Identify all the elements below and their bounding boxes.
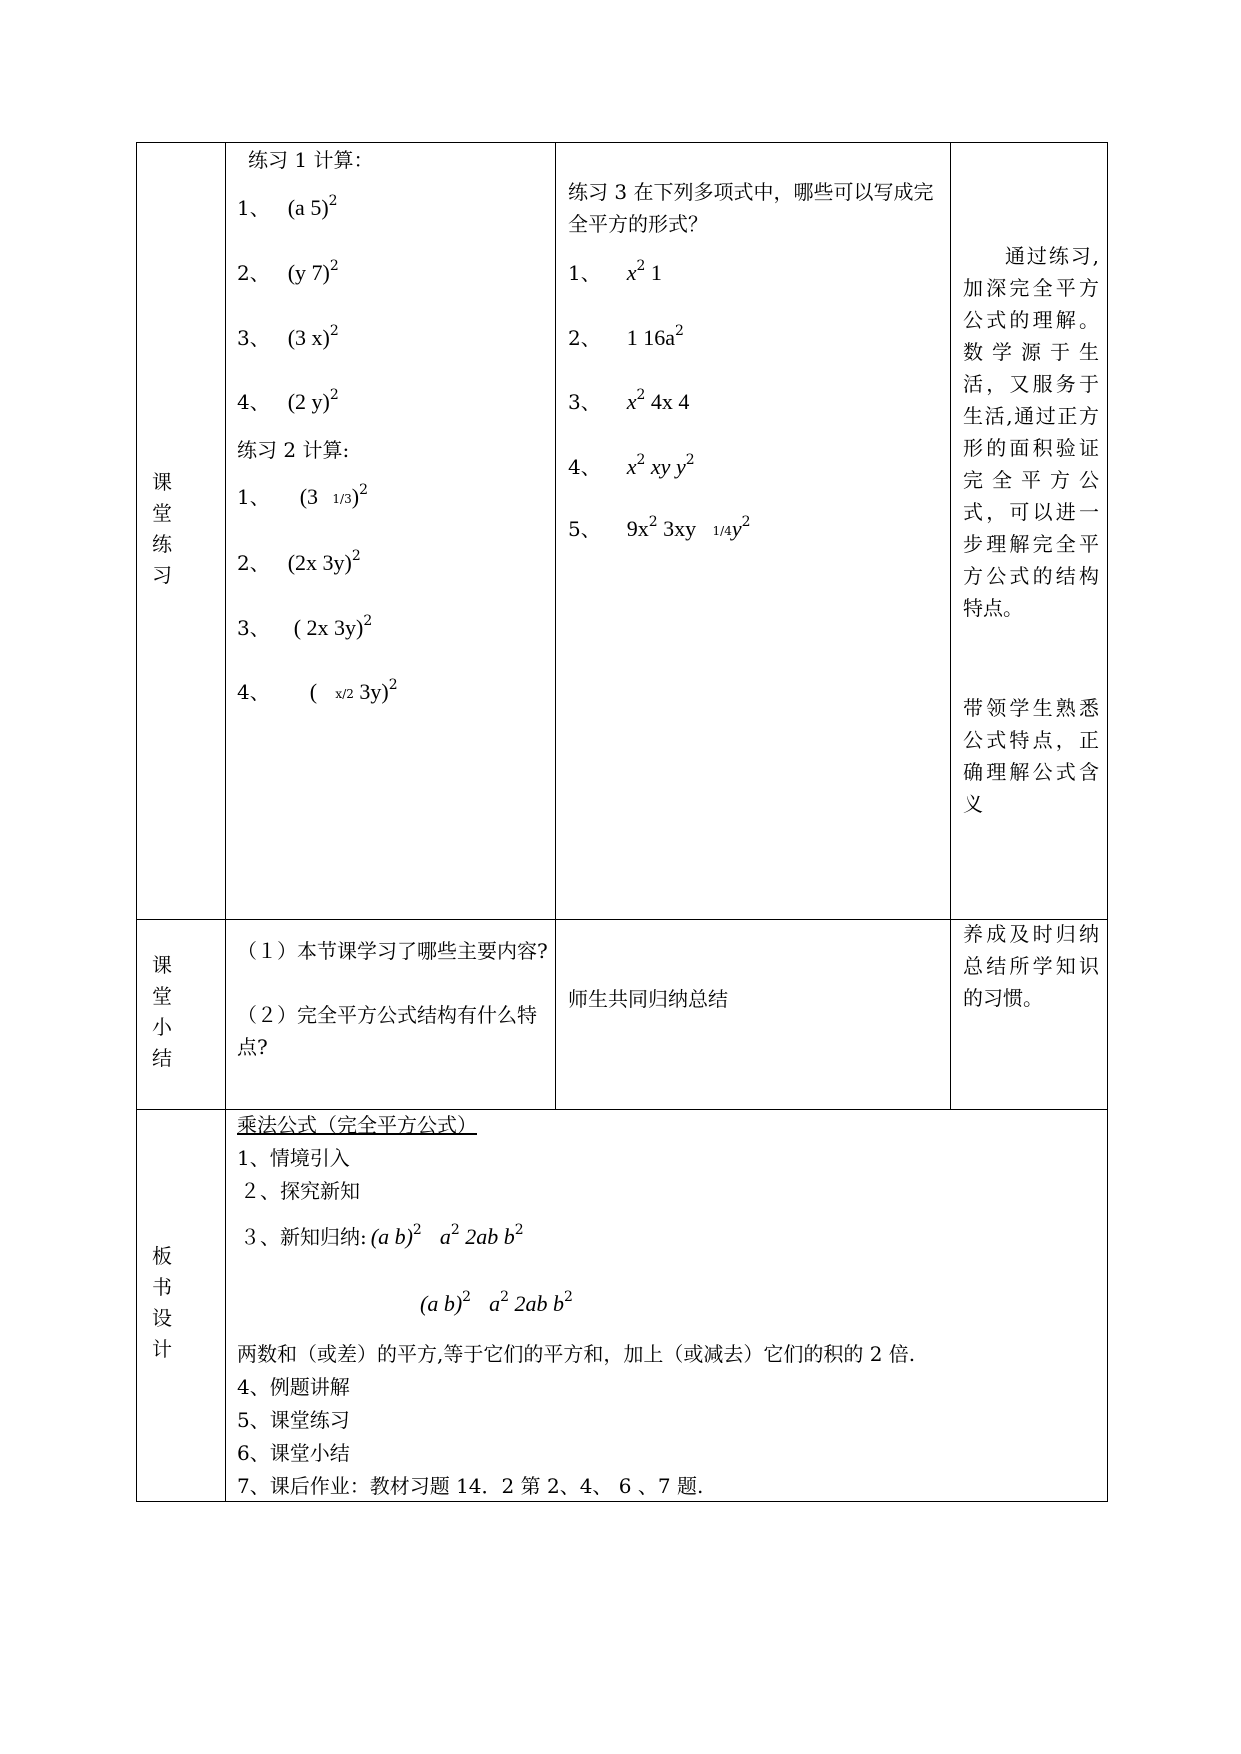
exercise-3-item-5: 5、 $9x^2$ 3xy $1/4y^2$ [568,514,751,541]
practice-intent-text-2: 带领学生熟悉公式特点，正确理解公式含义 [963,696,1099,816]
exercise-2-item-4: 4、 ( x/2 3y)$^2$ [237,677,398,704]
exercise-2-item-2: 2、 (2x 3y)$^2$ [237,548,361,575]
exercise-1-item-4: 4、 (2 y)$^2$ [237,387,339,414]
table-border-bottom [136,1501,1108,1502]
board-item-6: 6、课堂小结 [237,1441,350,1465]
summary-intent: 养成及时归纳总结所学知识的习惯。 [963,922,1099,1010]
board-item-4: 4、例题讲解 [237,1375,350,1399]
table-row-divider-2 [136,1109,1108,1110]
exercise-2-item-1: 1、 (3 1/3)$^2$ [237,482,368,509]
exercise-1-title: 练习 1 计算： [248,148,374,172]
section-label-summary: 课 堂 小 结 [152,953,172,1070]
summary-activity: 师生共同归纳总结 [568,987,728,1011]
exercise-3-item-2: 2、 1 $16a^2$ [568,323,684,350]
table-col-divider-1 [225,142,226,1502]
exercise-3-title: 练习 3 在下列多项式中，哪些可以写成完全平方的形式？ [568,180,934,236]
section-label-practice: 课 堂 练 习 [152,470,172,587]
table-col-divider-2 [555,142,556,1110]
table-col-divider-3 [950,142,951,1110]
table-border-right [1107,142,1108,1502]
practice-intent-text: 通过练习,加深完全平方公式的理解。 数学源于生活，又服务于生活,通过正方形的面积验证完全平方公式，可以进一步理解完全平方公式的结构特点。 [963,244,1099,620]
board-item-7: 7、课后作业：教材习题 14．2 第 2、4、 6 、7 题. [237,1474,704,1498]
exercise-1-item-2: 2、 (y 7)$^2$ [237,258,339,285]
table-border-left [136,142,137,1502]
board-item-1: 1、情境引入 [237,1146,350,1170]
exercise-1-item-3: 3、 (3 x)$^2$ [237,323,339,350]
board-title: 乘法公式（完全平方公式） [237,1113,477,1137]
exercise-3-item-3: 3、 $x^2$ 4x 4 [568,387,690,414]
summary-question-2: （２）完全平方公式结构有什么特点? [237,1003,537,1059]
exercise-3-item-1: 1、 $x^2$ 1 [568,258,662,285]
board-item-2: ２、探究新知 [240,1179,360,1203]
table-border-top [136,142,1108,143]
board-item-5: 5、课堂练习 [237,1408,350,1432]
board-statement: 两数和（或差）的平方,等于它们的平方和，加上（或减去）它们的积的 2 倍. [237,1342,916,1366]
board-formula-2: (a b)$^2$ $a^2$ 2ab $b^2$ [420,1289,573,1316]
board-item-3-formula-1: ３、新知归纳: (a b)$^2$ $a^2$ 2ab $b^2$ [240,1222,524,1249]
exercise-2-item-3: 3、 ( 2x 3y)$^2$ [237,613,373,640]
exercise-3-item-4: 4、 $x^2$ xy $y^2$ [568,452,695,479]
summary-question-1: （１）本节课学习了哪些主要内容? [237,939,548,963]
section-label-board: 板 书 设 计 [152,1244,172,1361]
exercise-1-item-1: 1、 (a 5)$^2$ [237,193,338,220]
exercise-2-title: 练习 2 计算: [237,438,350,462]
